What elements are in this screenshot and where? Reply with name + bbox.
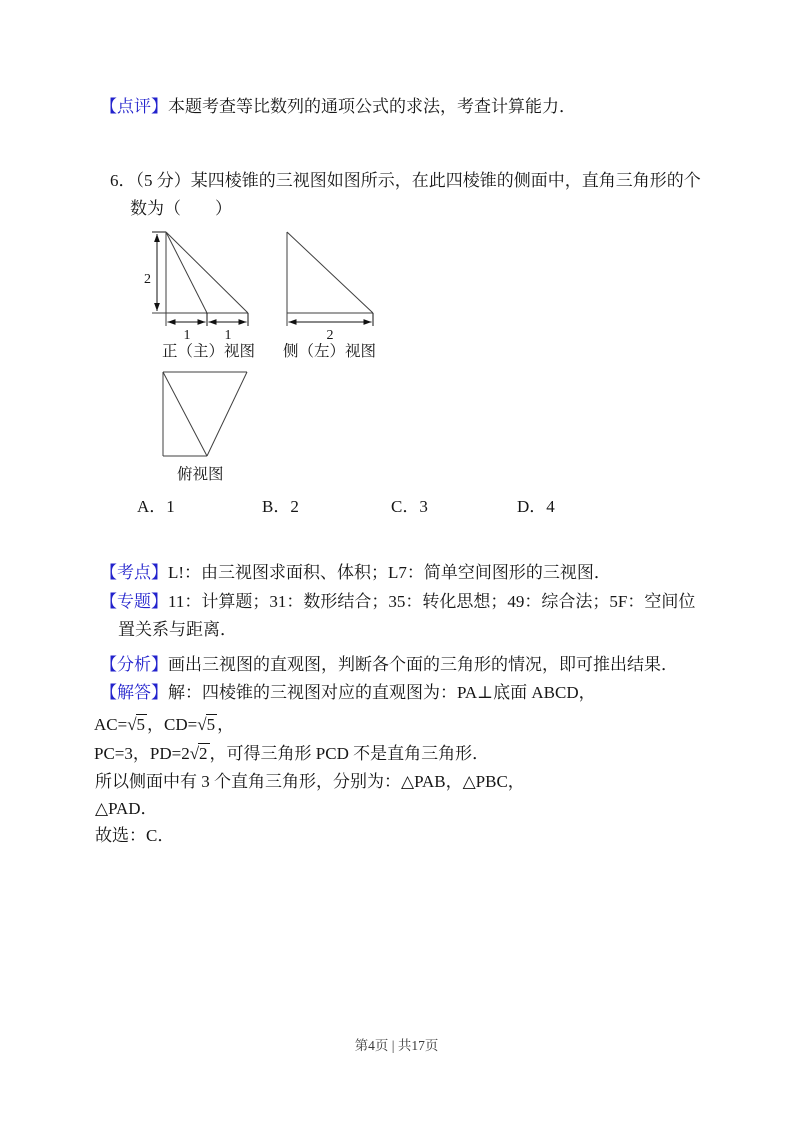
solution-math-line-2: PC=3，PD=2√2 ，可得三角形 PCD 不是直角三角形．	[94, 744, 490, 763]
question-line-2: 数为（ ）	[130, 199, 232, 218]
side-view-base-label: 2	[326, 328, 334, 343]
sqrt-radical: √5	[127, 715, 146, 734]
zhuanti-line-2: 置关系与距离．	[118, 620, 237, 639]
solution-line-3: 所以侧面中有 3 个直角三角形，分别为：△PAB，△PBC，	[95, 772, 525, 791]
solution-line-4: △PAD．	[95, 799, 158, 818]
option-c: C．3	[391, 497, 428, 516]
front-view-diagram	[143, 225, 255, 343]
zhuanti-text-1: 11：计算题；31：数形结合；35：转化思想；49：综合法；5F：空间位	[168, 592, 696, 611]
zhuanti-tag: 【专题】	[100, 592, 168, 611]
zhuanti-line-1	[100, 591, 695, 613]
kaodian-text: L!：由三视图求面积、体积；L7：简单空间图形的三视图．	[168, 563, 611, 582]
question-line-1: 6．（5 分）某四棱锥的三视图如图所示，在此四棱锥的侧面中，直角三角形的个	[110, 171, 701, 190]
front-view-height-label: 2	[144, 272, 151, 287]
page-footer: 第4页 | 共17页	[354, 1038, 439, 1053]
solution-math-line-1: AC=√5 ，CD=√5 ，	[94, 715, 235, 734]
jieda-intro: 解：四棱锥的三视图对应的直观图为：PA⊥底面 ABCD，	[168, 683, 596, 702]
fenxi-tag: 【分析】	[100, 655, 168, 674]
fenxi-text: 画出三视图的直观图，判断各个面的三角形的情况，即可推出结果．	[168, 655, 678, 674]
kaodian-line	[100, 562, 611, 584]
jieda-tag: 【解答】	[100, 683, 168, 702]
jieda-line	[100, 682, 596, 704]
solution-line-5: 故选：C．	[95, 826, 175, 845]
option-d: D．4	[517, 497, 555, 516]
top-view-caption: 俯视图	[177, 466, 224, 483]
review-line	[100, 96, 576, 118]
sqrt-radical: √5	[197, 715, 216, 734]
front-view-base-label-left: 1	[183, 328, 191, 343]
side-view-diagram	[284, 225, 384, 343]
option-b: B．2	[262, 497, 299, 516]
top-view-diagram	[160, 366, 255, 461]
side-view-caption: 侧（左）视图	[283, 343, 377, 360]
kaodian-tag: 【考点】	[100, 563, 168, 582]
review-tag: 【点评】	[100, 97, 168, 116]
option-a: A．1	[137, 497, 175, 516]
front-view-caption: 正（主）视图	[162, 343, 256, 360]
fenxi-line	[100, 654, 678, 676]
sqrt-radical: √2	[189, 744, 208, 763]
review-text: 本题考查等比数列的通项公式的求法，考查计算能力．	[168, 97, 576, 116]
front-view-base-label-right: 1	[224, 328, 232, 343]
